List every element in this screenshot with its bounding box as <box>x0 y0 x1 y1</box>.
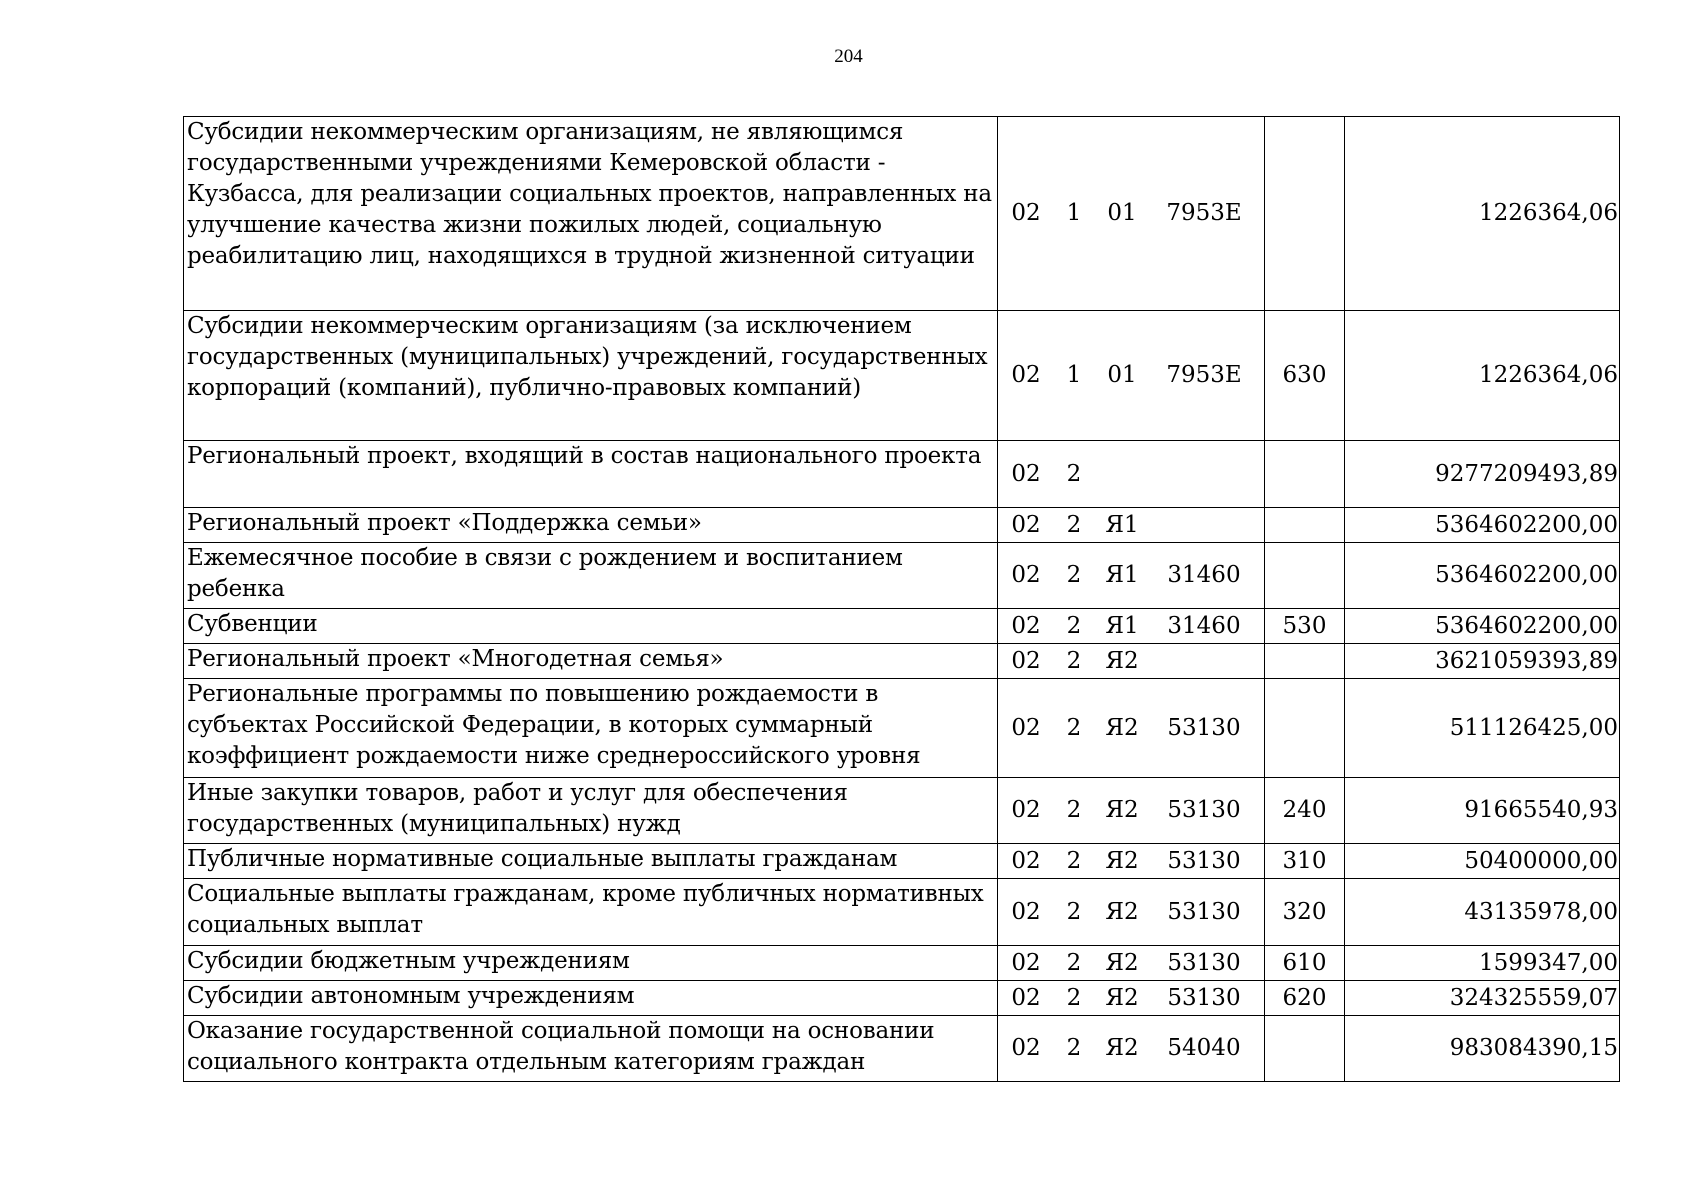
expense-type <box>1265 644 1345 679</box>
row-name: Субсидии некоммерческим организациям (за исключением государственных (муниципальных) учреждений, государственных корпораций (компаний), публично-правовых компаний) <box>184 311 998 441</box>
table-row <box>184 543 1620 609</box>
expense-type <box>1265 543 1345 609</box>
table-row <box>184 844 1620 879</box>
table-row <box>184 946 1620 981</box>
amount: 511126425,00 <box>1345 679 1620 778</box>
amount: 1226364,06 <box>1345 117 1620 311</box>
code-subprogram: 2 <box>1066 562 1082 588</box>
expense-type: 530 <box>1265 609 1345 644</box>
target-code-cell <box>998 311 1265 441</box>
target-code-cell <box>998 441 1265 508</box>
code-event: Я2 <box>1105 714 1139 741</box>
code-subprogram: 2 <box>1066 898 1082 925</box>
amount: 5364602200,00 <box>1345 609 1620 644</box>
code-program: 02 <box>1011 847 1041 874</box>
row-name: Региональный проект, входящий в состав национального проекта <box>184 441 998 508</box>
expense-type: 610 <box>1265 946 1345 981</box>
expense-type: 620 <box>1265 981 1345 1016</box>
code-program: 02 <box>1011 200 1041 226</box>
expense-type <box>1265 508 1345 543</box>
row-name: Публичные нормативные социальные выплаты гражданам <box>184 844 998 879</box>
code-direction: 31460 <box>1167 562 1241 588</box>
code-subprogram: 2 <box>1066 847 1082 874</box>
page-number: 204 <box>834 46 863 67</box>
code-program: 02 <box>1011 714 1041 741</box>
amount: 324325559,07 <box>1345 981 1620 1016</box>
code-program: 02 <box>1011 647 1041 674</box>
target-code-cell <box>998 1016 1265 1082</box>
row-name: Оказание государственной социальной помощи на основании социального контракта отдельным категориям граждан <box>184 1016 998 1082</box>
code-program: 02 <box>1011 898 1041 925</box>
code-subprogram: 1 <box>1066 200 1082 226</box>
target-code-cell <box>998 644 1265 679</box>
expense-type: 320 <box>1265 879 1345 946</box>
code-direction: 7953E <box>1166 200 1242 226</box>
target-code-cell <box>998 946 1265 981</box>
table-row <box>184 879 1620 946</box>
amount: 91665540,93 <box>1345 778 1620 844</box>
expense-type: 240 <box>1265 778 1345 844</box>
code-event: Я2 <box>1105 847 1139 874</box>
target-code-cell <box>998 609 1265 644</box>
amount: 1599347,00 <box>1345 946 1620 981</box>
code-direction: 53130 <box>1167 898 1241 925</box>
code-program: 02 <box>1011 797 1041 823</box>
row-name: Региональный проект «Многодетная семья» <box>184 644 998 679</box>
amount: 5364602200,00 <box>1345 543 1620 609</box>
table-row <box>184 609 1620 644</box>
code-event: Я2 <box>1105 647 1139 674</box>
code-direction: 53130 <box>1167 949 1241 976</box>
table-row <box>184 441 1620 508</box>
code-event: Я1 <box>1105 612 1139 639</box>
code-program: 02 <box>1011 984 1041 1011</box>
target-code-cell <box>998 543 1265 609</box>
code-program: 02 <box>1011 949 1041 976</box>
code-direction: 53130 <box>1167 984 1241 1011</box>
code-event: Я2 <box>1105 898 1139 925</box>
amount: 3621059393,89 <box>1345 644 1620 679</box>
code-direction: 31460 <box>1167 612 1241 639</box>
table-row <box>184 644 1620 679</box>
code-program: 02 <box>1011 511 1041 538</box>
code-subprogram: 2 <box>1066 511 1082 538</box>
code-event: Я2 <box>1105 984 1139 1011</box>
table-row <box>184 117 1620 311</box>
table-row <box>184 778 1620 844</box>
code-subprogram: 2 <box>1066 714 1082 741</box>
target-code-cell <box>998 508 1265 543</box>
code-subprogram: 2 <box>1066 647 1082 674</box>
code-direction: 7953E <box>1166 362 1242 388</box>
code-event: Я2 <box>1105 949 1139 976</box>
code-subprogram: 1 <box>1066 362 1082 388</box>
budget-table <box>183 116 1620 1082</box>
table-row <box>184 1016 1620 1082</box>
row-name: Ежемесячное пособие в связи с рождением и воспитанием ребенка <box>184 543 998 609</box>
row-name: Субсидии автономным учреждениям <box>184 981 998 1016</box>
code-subprogram: 2 <box>1066 460 1082 487</box>
expense-type: 310 <box>1265 844 1345 879</box>
code-event: Я1 <box>1105 562 1139 588</box>
expense-type <box>1265 1016 1345 1082</box>
code-subprogram: 2 <box>1066 1035 1082 1061</box>
target-code-cell <box>998 117 1265 311</box>
target-code-cell <box>998 879 1265 946</box>
code-program: 02 <box>1011 460 1041 487</box>
amount: 983084390,15 <box>1345 1016 1620 1082</box>
target-code-cell <box>998 778 1265 844</box>
amount: 43135978,00 <box>1345 879 1620 946</box>
expense-type: 630 <box>1265 311 1345 441</box>
table-row <box>184 981 1620 1016</box>
target-code-cell <box>998 844 1265 879</box>
target-code-cell <box>998 981 1265 1016</box>
code-program: 02 <box>1011 612 1041 639</box>
code-subprogram: 2 <box>1066 984 1082 1011</box>
code-program: 02 <box>1011 362 1041 388</box>
expense-type <box>1265 117 1345 311</box>
row-name: Субсидии некоммерческим организациям, не являющимся государственными учреждениями Кемеровской области - Кузбасса, для реализации социальных проектов, направленных на улучшение качества жизни пожилых людей, социальную реабилитацию лиц, находящихся в трудной жизненной ситуации <box>184 117 998 311</box>
row-name: Субсидии бюджетным учреждениям <box>184 946 998 981</box>
code-direction: 54040 <box>1167 1035 1241 1061</box>
amount: 1226364,06 <box>1345 311 1620 441</box>
target-code-cell <box>998 679 1265 778</box>
code-subprogram: 2 <box>1066 949 1082 976</box>
code-direction: 53130 <box>1167 797 1241 823</box>
code-event: Я2 <box>1105 797 1139 823</box>
amount: 5364602200,00 <box>1345 508 1620 543</box>
code-event: 01 <box>1107 200 1137 226</box>
code-subprogram: 2 <box>1066 612 1082 639</box>
code-event: 01 <box>1107 362 1137 388</box>
row-name: Иные закупки товаров, работ и услуг для обеспечения государственных (муниципальных) нужд <box>184 778 998 844</box>
table-row <box>184 311 1620 441</box>
table-row <box>184 679 1620 778</box>
expense-type <box>1265 679 1345 778</box>
code-program: 02 <box>1011 1035 1041 1061</box>
code-direction: 53130 <box>1167 714 1241 741</box>
table-row <box>184 508 1620 543</box>
row-name: Социальные выплаты гражданам, кроме публичных нормативных социальных выплат <box>184 879 998 946</box>
code-event: Я2 <box>1105 1035 1139 1061</box>
row-name: Региональный проект «Поддержка семьи» <box>184 508 998 543</box>
row-name: Субвенции <box>184 609 998 644</box>
code-subprogram: 2 <box>1066 797 1082 823</box>
code-program: 02 <box>1011 562 1041 588</box>
code-event: Я1 <box>1105 511 1139 538</box>
amount: 50400000,00 <box>1345 844 1620 879</box>
code-direction: 53130 <box>1167 847 1241 874</box>
expense-type <box>1265 441 1345 508</box>
amount: 9277209493,89 <box>1345 441 1620 508</box>
row-name: Региональные программы по повышению рождаемости в субъектах Российской Федерации, в которых суммарный коэффициент рождаемости ниже среднероссийского уровня <box>184 679 998 778</box>
